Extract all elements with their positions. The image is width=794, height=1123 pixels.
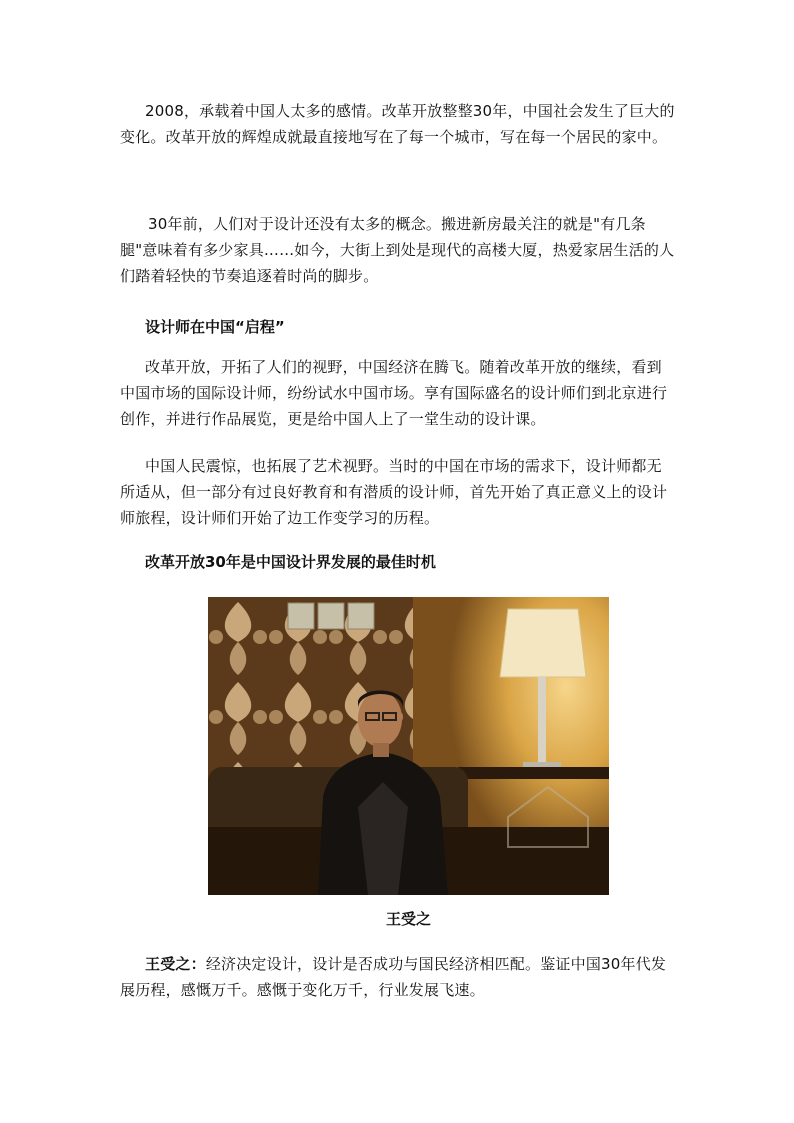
quote-speaker: 王受之： bbox=[145, 955, 206, 973]
portrait-photo bbox=[208, 597, 609, 895]
paragraph-quote bbox=[120, 951, 676, 1003]
section-heading-best-time: 改革开放30年是中国设计界发展的最佳时机 bbox=[145, 553, 436, 571]
photo-caption: 王受之 bbox=[385, 910, 431, 928]
paragraph-thirty-years-ago: 30年前，人们对于设计还没有太多的概念。搬进新房最关注的就是"有几条腿"意味着有多少家具……如今，大街上到处是现代的高楼大厦，热爱家居生活的人们踏着轻快的节奏追逐着时尚的脚步。 bbox=[120, 215, 675, 285]
paragraph-people-shocked: 中国人民震惊，也拓展了艺术视野。当时的中国在市场的需求下，设计师都无所适从，但一部分有过良好教育和有潜质的设计师，首先开始了真正意义上的设计师旅程，设计师们开始了边工作变学习的历程。 bbox=[120, 457, 668, 527]
paragraph-reform-opening: 改革开放，开拓了人们的视野，中国经济在腾飞。随着改革开放的继续，看到中国市场的国际设计师，纷纷试水中国市场。享有国际盛名的设计师们到北京进行创作，并进行作品展览，更是给中国人上了一堂生动的设计课。 bbox=[120, 358, 668, 428]
quote-text: 经济决定设计，设计是否成功与国民经济相匹配。鉴证中国30年代发展历程，感慨万千。感慨于变化万千，行业发展飞速。 bbox=[120, 955, 667, 999]
section-heading-designers-start: 设计师在中国“启程” bbox=[145, 318, 285, 336]
paragraph-intro: 2008，承载着中国人太多的感情。改革开放整整30年，中国社会发生了巨大的变化。改革开放的辉煌成就最直接地写在了每一个城市，写在每一个居民的家中。 bbox=[120, 102, 675, 146]
portrait-illustration bbox=[208, 597, 609, 895]
